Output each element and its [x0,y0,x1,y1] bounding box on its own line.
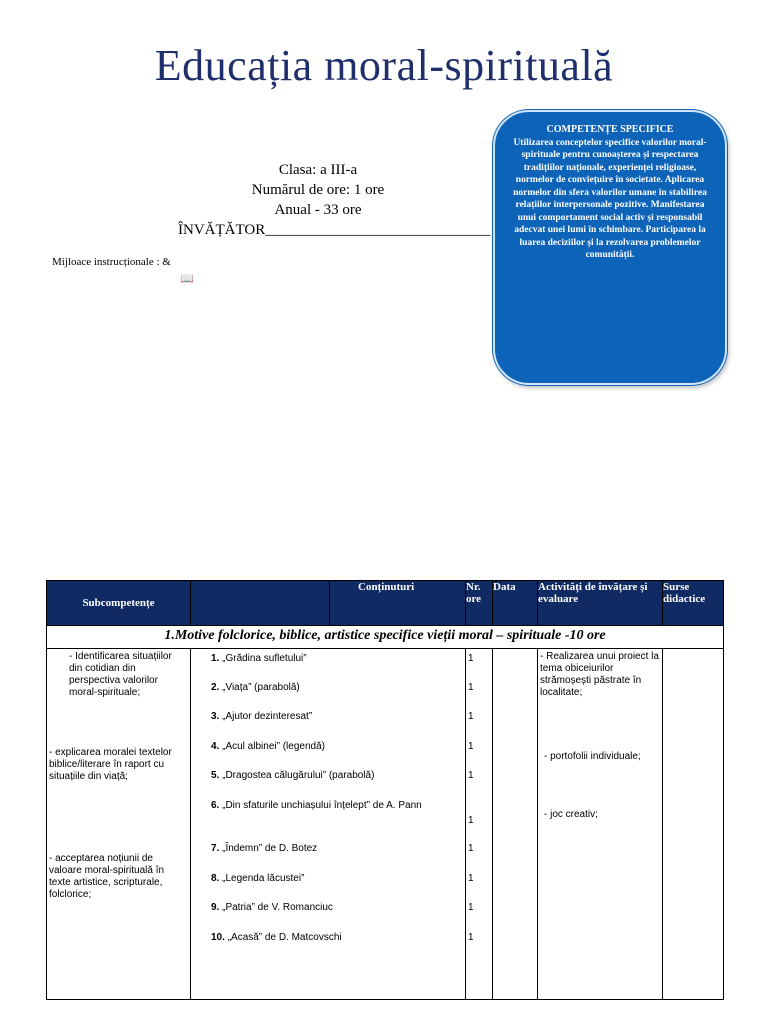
teacher-label: ÎNVĂȚĂTOR______________________________ [178,222,491,238]
hour-value: 1 [468,711,474,722]
content-text: „Acul albinei” (legendă) [222,741,325,752]
content-number: 5. [211,770,223,781]
content-text: „Viața” (parabolă) [222,682,300,693]
header-nr-ore: Nr. ore [466,581,493,626]
mijloace-label: Mijloace instrucționale : & [52,256,171,268]
content-item [211,741,461,753]
anual-label: Anual - 33 ore [274,202,362,218]
subcompetenta-item: - Identificarea situațiilor din cotidian din perspectiva valorilor moral-spirituale; [69,651,172,698]
content-item [211,873,461,885]
content-number: 6. [211,800,223,811]
competente-text: Utilizarea conceptelor specifice valorilor moral-spirituale pentru cunoașterea și respectarea tradițiilor naționale, experienței religioase, normelor de conviețuire în societate. Aplicarea normelor din sfera valorilor umane în stabilirea relațiilor interpersonale pozitive. Manifestarea unui comportament social activ și responsabil adecvat unei lumi în schimbare. Participarea la luarea deciziilor și la rezolvarea problemelor comunității. [513,137,707,260]
competente-title: COMPETENȚE SPECIFICE [546,124,674,135]
header-activitati: Activități de învățare și evaluare [538,581,663,626]
content-text: „Legenda lăcustei” [222,873,305,884]
hour-value: 1 [468,741,474,752]
content-text: „Dragostea călugărului” (parabolă) [222,770,375,781]
hour-value: 1 [468,843,474,854]
subcompetenta-item: - acceptarea noțiunii de valoare moral-spirituală în texte artistice, scripturale, folclorice; [49,853,165,900]
competente-box [493,110,727,385]
data-cell [493,649,538,1000]
continuturi-cell [191,649,466,1000]
content-number: 2. [211,682,223,693]
hour-value: 1 [468,682,474,693]
header-empty [191,581,330,626]
content-number: 8. [211,873,223,884]
activitate-item: - portofolii individuale; [544,751,641,762]
content-item [211,653,461,665]
clasa-label: Clasa: a III-a [278,162,358,178]
activitate-item: - Realizarea unui proiect la tema obiceiurilor strămoșești păstrate în localitate; [540,651,659,698]
content-text: „Grădina sufletului” [222,653,307,664]
header-data: Data [493,581,538,626]
content-text: „Din sfaturile unchiașului înțelept” de A. Pann [222,800,422,811]
hour-value: 1 [468,770,474,781]
hour-value: 1 [468,902,474,913]
content-number: 3. [211,711,223,722]
section-title: 1.Motive folclorice, biblice, artistice specifice vieții moral – spirituale -10 ore [47,626,724,649]
content-text: „Acasă” de D. Matcovschi [227,932,342,943]
content-item [211,711,461,723]
content-number: 10. [211,932,228,943]
content-item [211,770,461,782]
content-number: 1. [211,653,223,664]
content-text: „Ajutor dezinteresat” [222,711,313,722]
subcompetenta-item: - explicarea moralei textelor biblice/literare în raport cu situațiile din viață; [49,747,172,782]
hour-value: 1 [468,873,474,884]
content-number: 9. [211,902,223,913]
hour-value: 1 [468,653,474,664]
hour-value: 1 [468,932,474,943]
content-item [211,932,461,944]
curriculum-table [46,580,724,1000]
content-item [211,800,461,812]
content-number: 4. [211,741,223,752]
page-title: Educația moral-spirituală [154,41,614,90]
section-row [47,626,724,649]
content-item [211,902,461,914]
course-info [168,160,491,240]
surse-cell [663,649,724,1000]
content-text: „Îndemn” de D. Botez [222,843,318,854]
table-header [47,581,724,626]
content-item [211,843,461,855]
content-item [211,682,461,694]
activitate-item: - joc creativ; [544,809,598,820]
content-text: „Patria” de V. Romanciuc [222,902,333,913]
table-row [47,649,724,1000]
activitati-cell [538,649,663,1000]
header-subcompetente: Subcompetențe [47,581,191,626]
subcompetente-cell [47,649,191,1000]
header-surse: Surse didactice [663,581,724,626]
book-icon: 📖 [180,273,194,285]
ore-cell [466,649,493,1000]
content-number: 7. [211,843,223,854]
header-continuturi: Conținuturi [330,581,466,626]
ore-label: Numărul de ore: 1 ore [251,182,385,198]
hour-value: 1 [468,815,474,826]
